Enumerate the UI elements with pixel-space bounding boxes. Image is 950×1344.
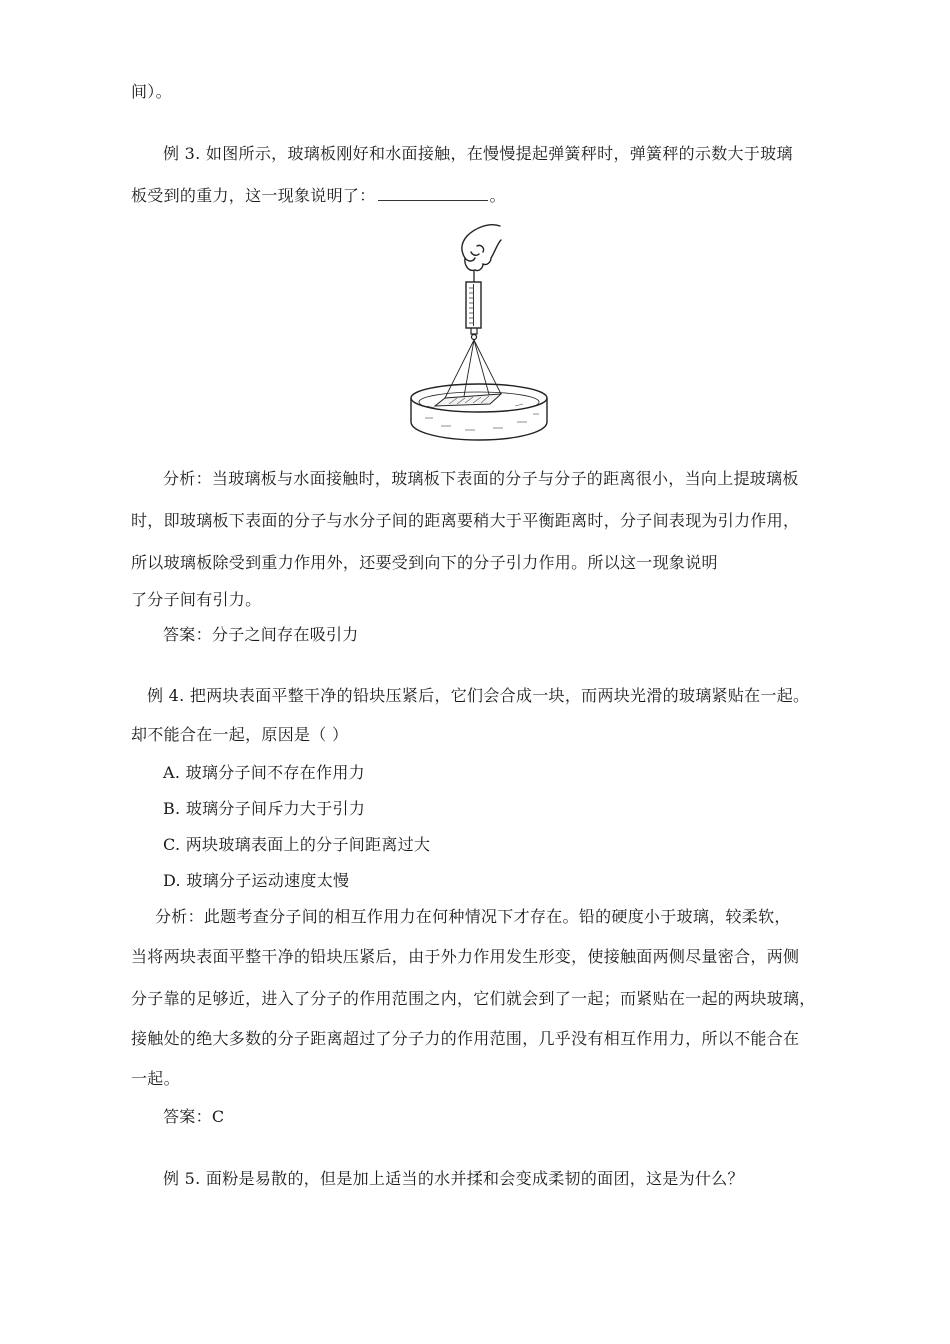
example3-question-line2 [131, 185, 506, 207]
example3-analysis-line2: 时，即玻璃板下表面的分子与水分子间的距离要稍大于平衡距离时，分子间表现为引力作用， [131, 511, 800, 530]
example4-analysis-line3: 分子靠的足够近，进入了分子的作用范围之内，它们就会到了一起；而紧贴在一起的两块玻璃， [131, 989, 816, 1008]
example4-analysis-line4: 接触处的绝大多数的分子距离超过了分子力的作用范围，几乎没有相互作用力，所以不能合在 [131, 1029, 800, 1048]
glass-plate [435, 394, 501, 406]
answer-blank [378, 186, 488, 201]
example4-question-line2: 却不能合在一起，原因是（ ） [131, 725, 349, 744]
example4-analysis-line2: 当将两块表面平整干净的铅块压紧后，由于外力作用发生形变，使接触面两侧尽量密合，两侧 [131, 947, 800, 966]
spring-scale [466, 282, 481, 340]
spring-scale-glass-plate-figure [405, 222, 555, 444]
example4-question-line1: 例 4. 把两块表面平整干净的铅块压紧后，它们会合成一块，而两块光滑的玻璃紧贴在一起。 [147, 686, 810, 705]
continued-text-line: 间）。 [131, 82, 172, 101]
example4-option-c: C. 两块玻璃表面上的分子间距离过大 [163, 835, 431, 854]
example3-analysis-line1: 分析：当玻璃板与水面接触时，玻璃板下表面的分子与分子的距离很小，当向上提玻璃板 [163, 469, 799, 488]
example3-question-text: 板受到的重力，这一现象说明了： [131, 186, 376, 205]
example4-option-b: B. 玻璃分子间斥力大于引力 [163, 799, 366, 818]
example4-answer: 答案：C [163, 1107, 225, 1126]
example3-question-end: 。 [489, 186, 506, 205]
hand-illustration [462, 225, 501, 271]
example3-answer: 答案：分子之间存在吸引力 [163, 625, 359, 644]
example4-analysis-line1: 分析：此题考查分子间的相互作用力在何种情况下才存在。铅的硬度小于玻璃，较柔软， [155, 907, 791, 926]
example3-question-line1: 例 3. 如图所示，玻璃板刚好和水面接触，在慢慢提起弹簧秤时，弹簧秤的示数大于玻璃 [163, 144, 793, 163]
example5-question: 例 5. 面粉是易散的，但是加上适当的水并揉和会变成柔韧的面团，这是为什么？ [163, 1169, 744, 1188]
example3-analysis-line4: 了分子间有引力。 [131, 590, 262, 609]
water-texture [425, 404, 539, 430]
example3-analysis-line3: 所以玻璃板除受到重力作用外，还要受到向下的分子引力作用。所以这一现象说明 [131, 553, 718, 572]
example4-analysis-line5: 一起。 [131, 1069, 180, 1088]
water-dish [411, 384, 547, 440]
example4-option-a: A. 玻璃分子间不存在作用力 [163, 763, 365, 782]
example4-option-d: D. 玻璃分子运动速度太慢 [163, 871, 350, 890]
